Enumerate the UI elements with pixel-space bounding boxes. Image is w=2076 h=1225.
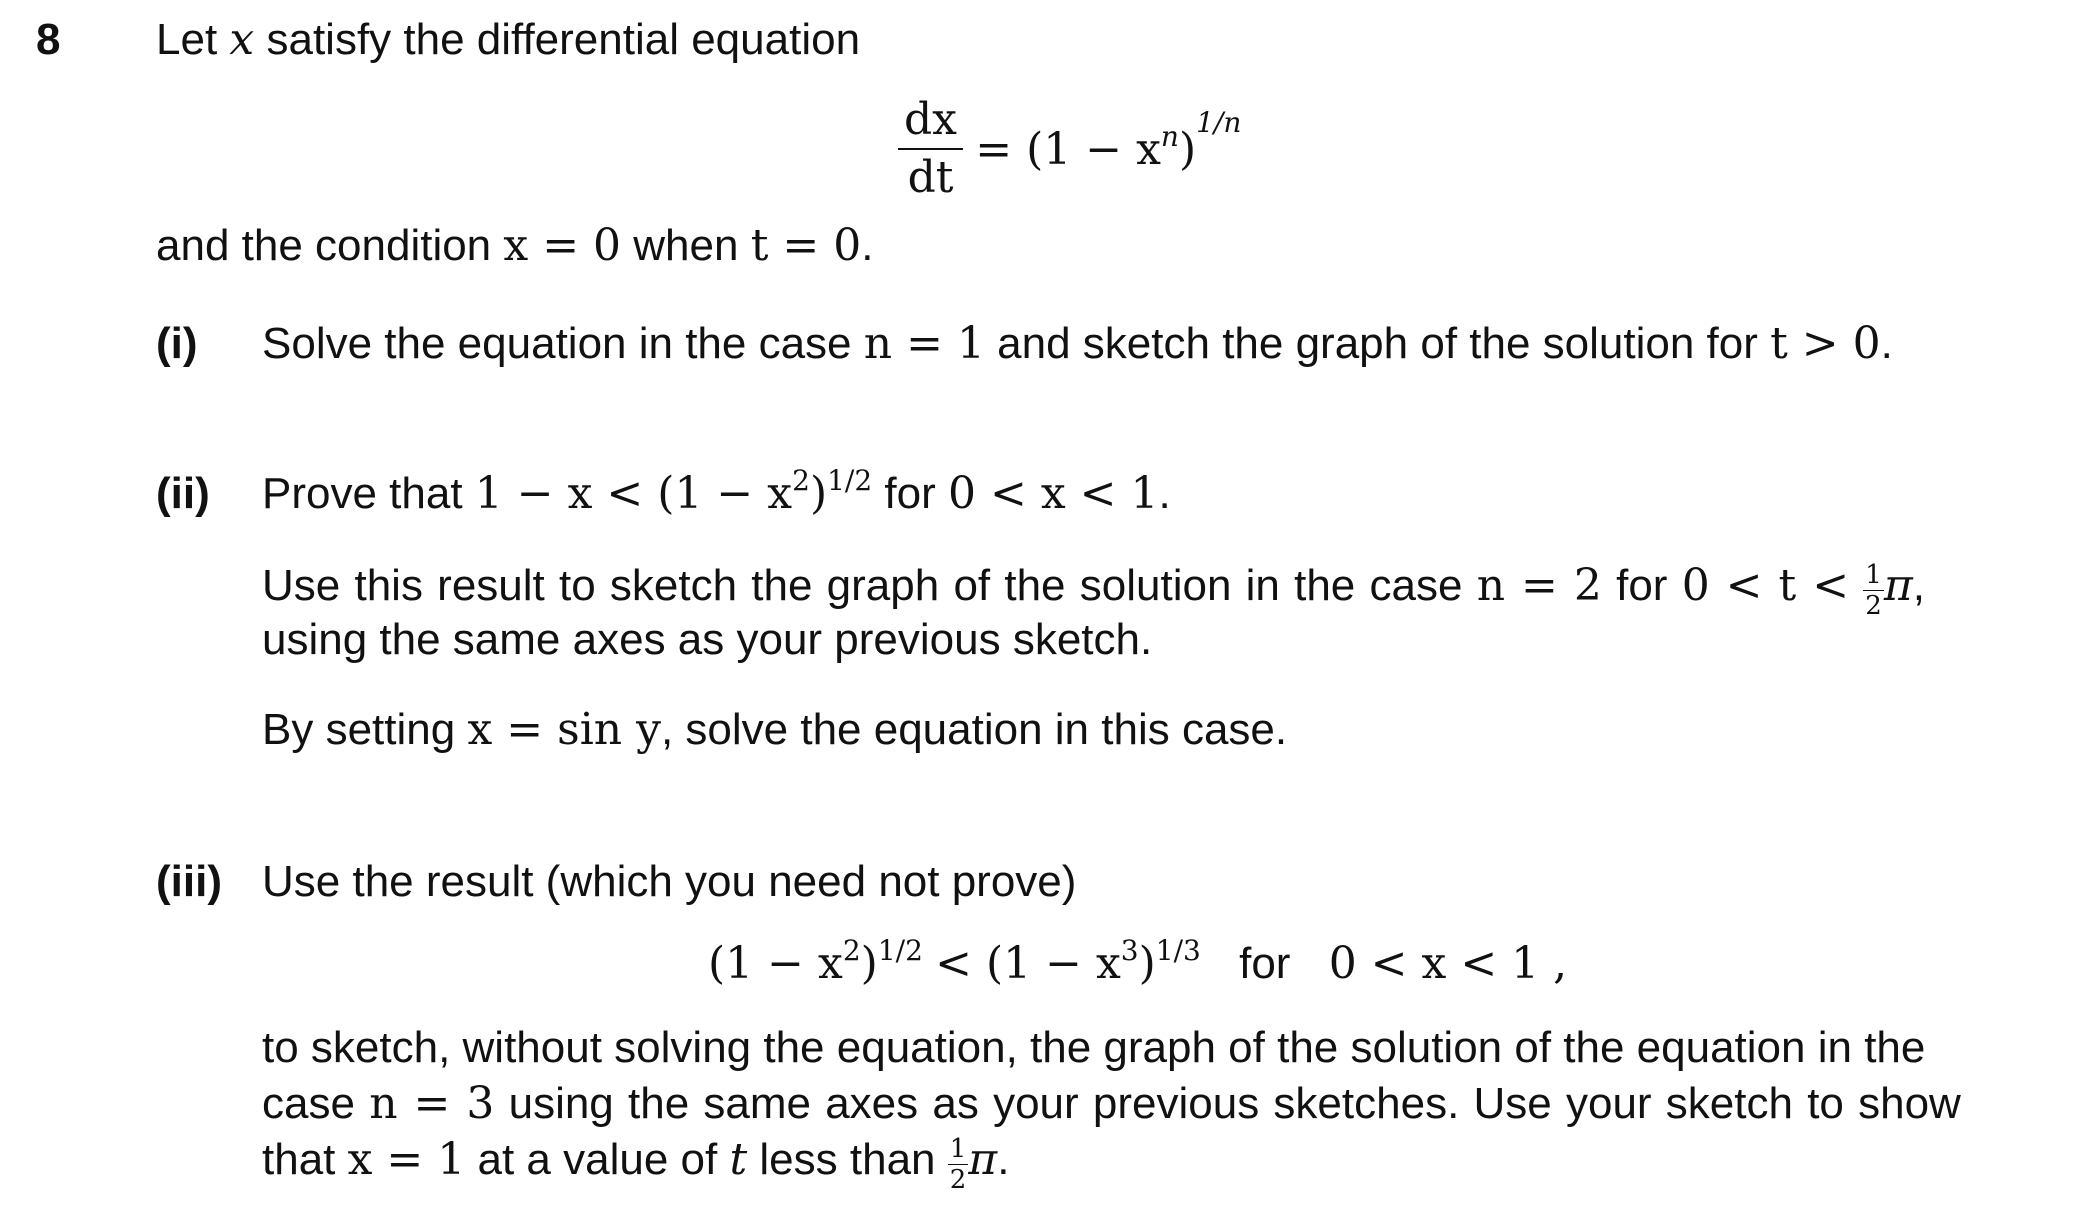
part-ii-line-1-period: . (1158, 469, 1171, 518)
part-iii-inequality (708, 934, 1568, 990)
condition-x-equals-zero: x = 0 (503, 220, 622, 271)
part-iii-less-than: less than (759, 1135, 936, 1184)
part-ii-solve-text: , solve the equation in this case. (660, 705, 1288, 754)
part-iii-rhs-cube: 3 (1120, 934, 1139, 967)
part-ii-ineq-close: ) (809, 468, 828, 519)
intro-line (156, 14, 860, 66)
part-iii-half-numerator: 1 (949, 1134, 967, 1164)
part-iii-lhs (708, 934, 923, 989)
half-fraction (1863, 562, 1884, 619)
part-iii-line-1: Use the result (which you need not prove) (262, 857, 1077, 906)
part-ii-line-1 (262, 464, 1171, 520)
part-iii-rhs (935, 934, 1201, 989)
part-iii-half-fraction (948, 1136, 969, 1193)
part-iii-line-2: to sketch, without solving the equation, the graph of the solution of the equation in the (262, 1023, 1926, 1072)
part-ii-n-equals-2: n = 2 (1476, 560, 1602, 611)
part-iii-t: t (729, 1134, 748, 1185)
part-iii-line-3-text: using the same axes as your previous sketches. Use your sketch to show (508, 1079, 1961, 1128)
derivative-denominator: dt (907, 152, 954, 203)
part-ii-label: (ii) (156, 469, 210, 518)
part-ii-line-2-text: Use this result to sketch the graph of the solution in the case (262, 561, 1463, 610)
part-iii-that: that (262, 1135, 336, 1184)
part-ii-for: for (884, 469, 936, 518)
part-ii-line-2-for: for (1616, 561, 1668, 610)
part-i-text-a: Solve the equation in the case (262, 319, 852, 368)
intro-prefix: Let (156, 15, 218, 64)
part-iii-x-range: 0 < x < 1 , (1328, 938, 1568, 989)
part-iii-line-4 (262, 1134, 1009, 1193)
half-numerator: 1 (1865, 560, 1882, 590)
part-i-text-b: and sketch the graph of the solution for (997, 319, 1758, 368)
part-iii-pi-symbol: π (968, 1134, 998, 1185)
condition-period: . (861, 221, 874, 270)
rhs-base: = (1 − x (975, 123, 1161, 175)
part-i-period: . (1880, 319, 1893, 368)
part-iii-at-value: at a value of (477, 1135, 718, 1184)
part-iii-lhs-exponent: 1/2 (877, 934, 923, 967)
part-ii-prove-that: Prove that (262, 469, 463, 518)
condition-when: when (633, 221, 739, 270)
part-i-label: (i) (156, 319, 198, 368)
part-i-t-positive: t > 0 (1770, 318, 1881, 369)
half-denominator: 2 (1865, 591, 1882, 621)
part-iii-label: (iii) (156, 857, 222, 906)
part-iii-case: case (262, 1079, 355, 1128)
part-ii-line-3: using the same axes as your previous sketch. (262, 615, 1153, 664)
part-iii-rhs-close: ) (1138, 938, 1156, 989)
part-ii-substitution: x = sin y (467, 704, 661, 755)
part-i-n-equals-1: n = 1 (863, 318, 985, 369)
part-ii-by-setting: By setting (262, 705, 456, 754)
condition-line (156, 220, 873, 272)
part-ii-line-2 (262, 560, 1925, 619)
part-iii-lhs-close: ) (860, 938, 878, 989)
part-iii-rhs-exponent: 1/3 (1155, 934, 1201, 967)
part-ii-ineq-exponent: 1/2 (827, 464, 873, 497)
part-iii-half-denominator: 2 (949, 1165, 967, 1195)
part-ii-ineq-square: 2 (792, 464, 810, 497)
equation-rhs (975, 105, 1242, 175)
part-iii-lhs-base: (1 − x (708, 938, 843, 989)
part-iii-for: for (1239, 939, 1291, 988)
part-iii-line-3 (262, 1078, 1961, 1130)
intro-suffix: satisfy the differential equation (266, 15, 861, 64)
part-ii-ineq-base: 1 − x < (1 − x (474, 468, 793, 519)
part-ii-line-2-comma: , (1912, 561, 1925, 610)
part-iii-n-equals-3: n = 3 (369, 1078, 495, 1129)
derivative-fraction (898, 94, 963, 203)
part-i-text (262, 318, 1893, 370)
part-ii-line-4 (262, 704, 1287, 756)
rhs-outer-exponent: 1/n (1196, 105, 1242, 139)
differential-equation (898, 94, 1242, 208)
condition-prefix: and the condition (156, 221, 492, 270)
derivative-numerator: dx (898, 98, 963, 150)
part-ii-t-range: 0 < t < (1681, 560, 1850, 611)
part-ii-inequality (474, 464, 873, 519)
condition-t-equals-zero: t = 0 (750, 220, 862, 271)
part-iii-lhs-square: 2 (842, 934, 861, 967)
part-iii-period: . (997, 1135, 1010, 1184)
rhs-close-paren: ) (1178, 123, 1197, 175)
pi-symbol: π (1883, 560, 1913, 611)
part-iii-x-equals-1: x = 1 (347, 1134, 466, 1185)
question-number: 8 (36, 15, 61, 64)
part-iii-rhs-base: < (1 − x (935, 938, 1121, 989)
intro-variable: x (229, 14, 255, 65)
rhs-inner-exponent: n (1160, 119, 1179, 153)
part-ii-x-range: 0 < x < 1 (948, 468, 1159, 519)
